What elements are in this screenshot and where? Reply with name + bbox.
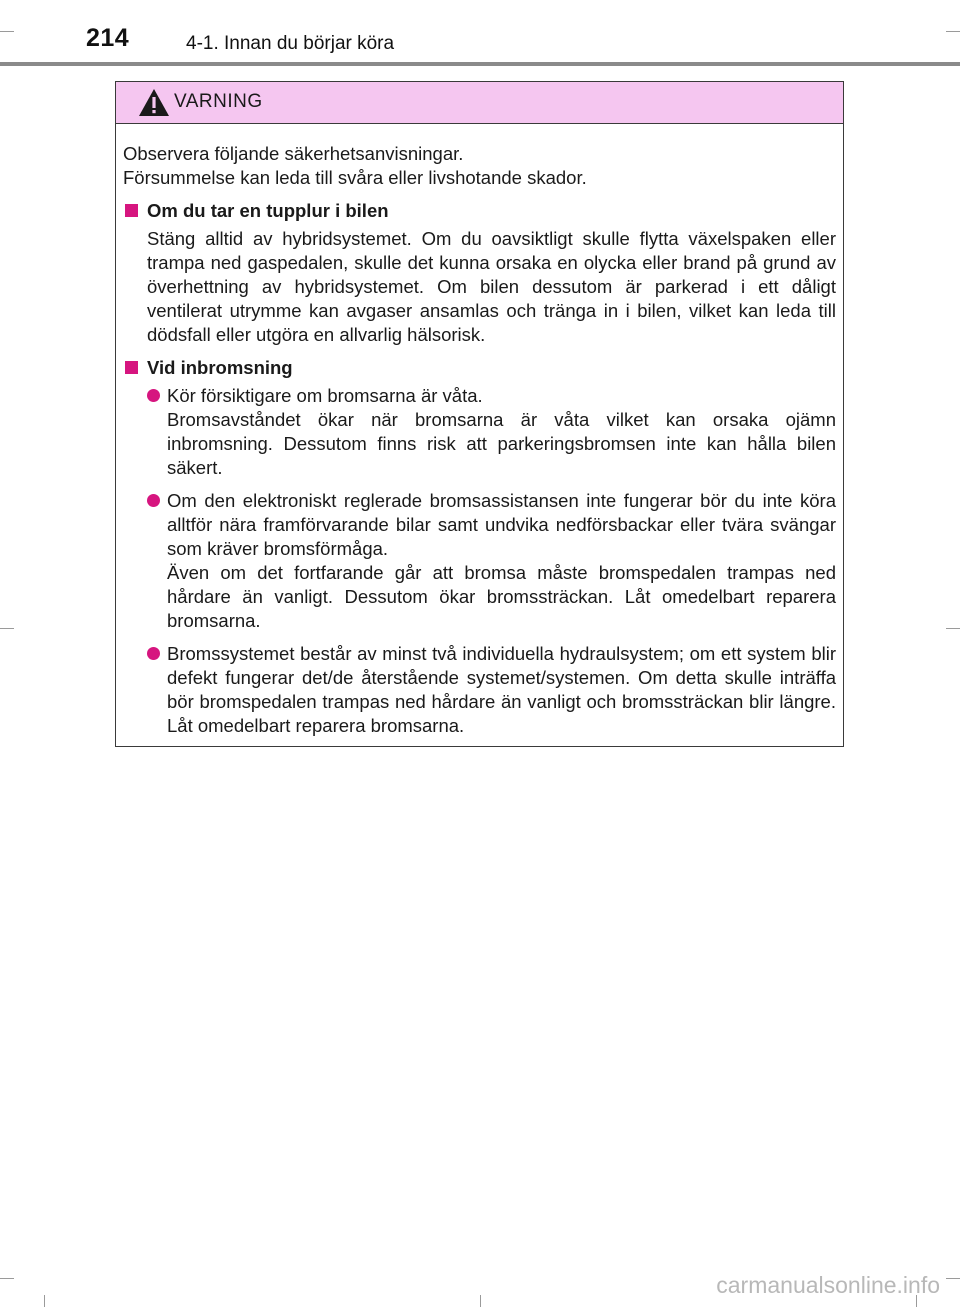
crop-mark [0,1278,14,1279]
circle-bullet-icon [147,647,160,660]
warning-label: VARNING [174,91,263,112]
warning-box [115,81,844,747]
page-header [0,0,960,66]
crop-mark [946,1278,960,1279]
bullet-item [123,642,836,738]
bullet-paragraph: Bromsavståndet ökar när bromsarna är våta vilket kan orsaka ojämn inbromsning. Dessutom finns risk att parkeringsbromsen inte kan hålla bilen säkert. [167,409,836,478]
intro-line: Observera följande säkerhetsanvisningar. [123,143,464,164]
warning-triangle-icon [138,88,170,117]
warning-header [116,82,843,124]
crop-mark [946,628,960,629]
bullet-paragraph: Om den elektroniskt reglerade bromsassistansen inte fungerar bör du inte köra alltför nära framförvarande bilar samt undvika nedförsbackar eller tvära svängar som kräver bromsförmåga. [167,490,836,559]
section-paragraph: Stäng alltid av hybridsystemet. Om du oavsiktligt skulle flytta växelspaken eller trampa ned gaspedalen, skulle det kunna orsaka en olycka eller brand på grund av överhettning av hybridsystemet. Om bilen dessutom är parkerad i ett dåligt ventilerat utrymme kan avgaser ansamlas och tränga in i bilen, vilket kan leda till dödsfall eller utgöra en allvarlig hälsorisk. [147,228,836,345]
intro-line: Försummelse kan leda till svåra eller livshotande skador. [123,167,587,188]
header-rule [0,62,960,66]
warning-intro [123,142,836,190]
crop-mark [0,628,14,629]
section-heading-text: Om du tar en tupplur i bilen [147,200,389,221]
page-number: 214 [86,24,130,52]
square-bullet-icon [125,361,138,374]
section-heading [123,199,836,223]
crop-mark [480,1295,481,1307]
circle-bullet-icon [147,389,160,402]
bullet-item [123,489,836,633]
bullet-paragraph: Bromssystemet består av minst två individuella hydraulsystem; om ett system blir defekt fungerar det/de återstående systemet/systemen. Om detta skulle inträffa bör bromspedalen trampas ned hårdare än vanligt och bromssträckan blir längre. Låt omedelbart reparera bromsarna. [167,643,836,736]
section-title: 4-1. Innan du börjar köra [186,33,395,54]
section-heading-text: Vid inbromsning [147,357,293,378]
warning-body [116,124,843,738]
circle-bullet-icon [147,494,160,507]
crop-mark [44,1295,45,1307]
watermark: carmanualsonline.info [716,1272,940,1298]
bullet-item [123,384,836,480]
square-bullet-icon [125,204,138,217]
bullet-paragraph: Kör försiktigare om bromsarna är våta. [167,385,483,406]
section-heading [123,356,836,380]
bullet-paragraph: Även om det fortfarande går att bromsa måste bromspedalen trampas ned hårdare än vanligt. Dessutom ökar bromssträckan. Låt omedelbart reparera bromsarna. [167,562,836,631]
